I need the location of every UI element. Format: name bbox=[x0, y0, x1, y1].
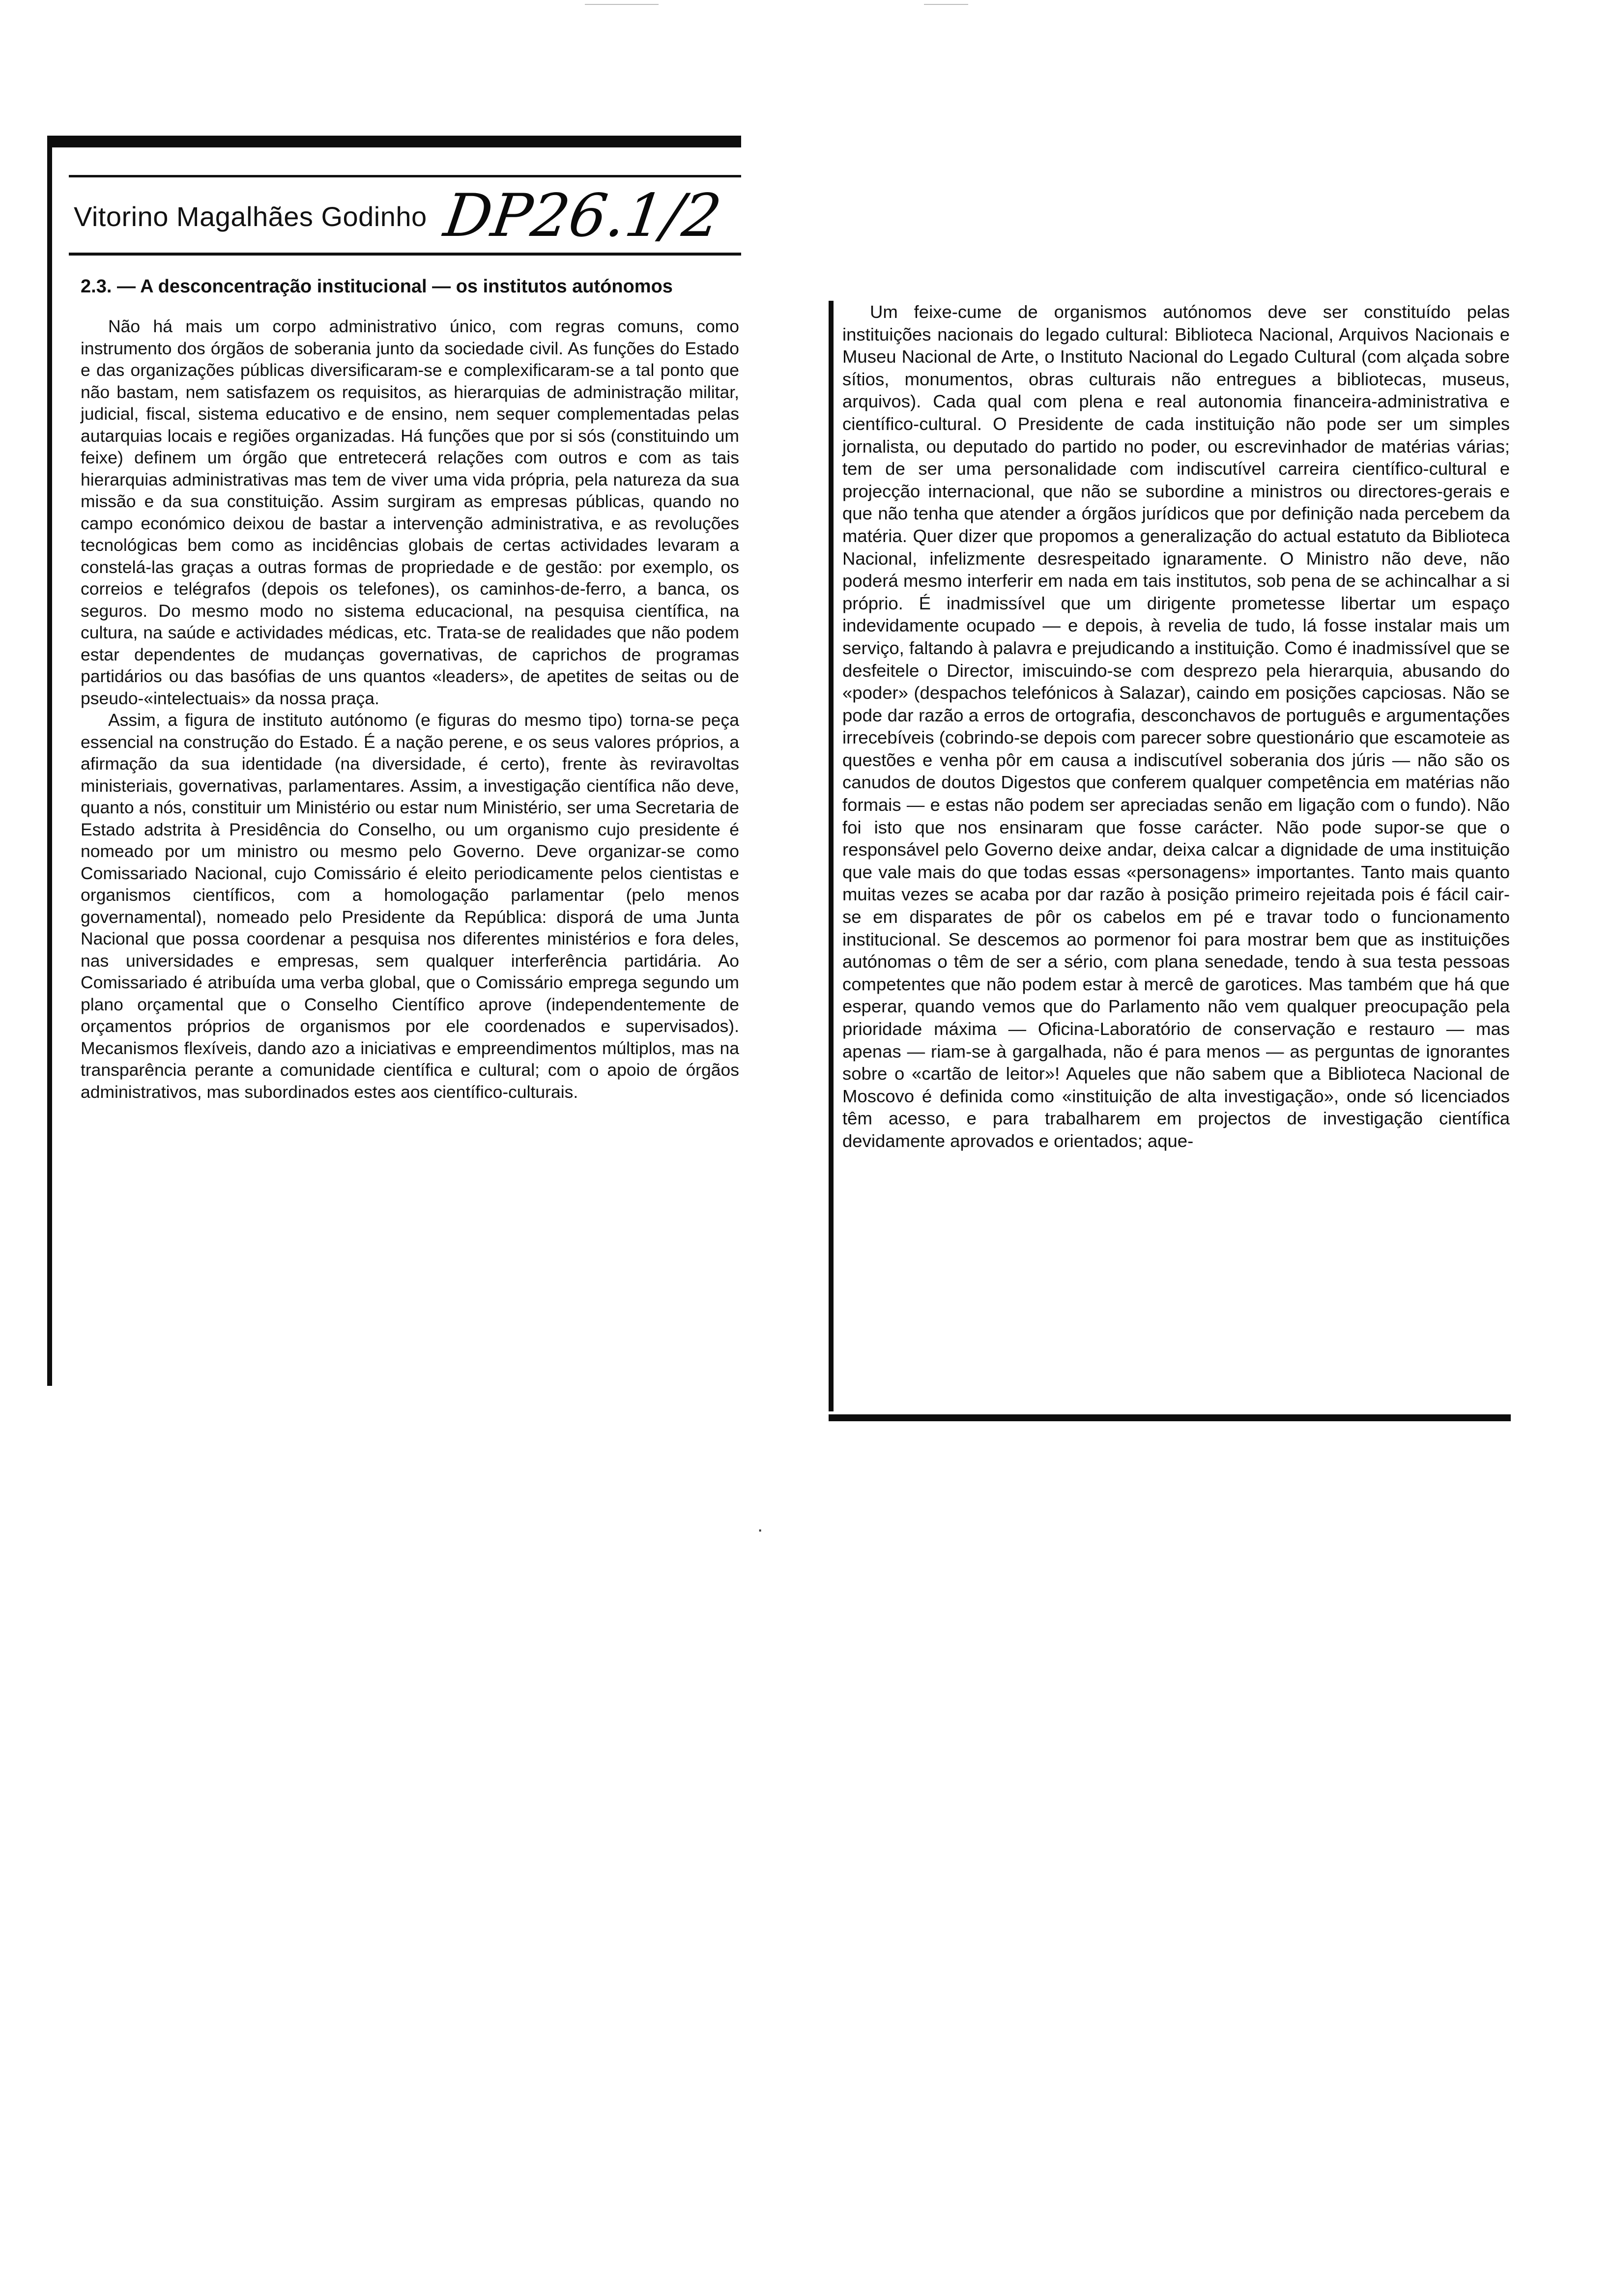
scan-speck: · bbox=[757, 1519, 764, 1540]
author-name: Vitorino Magalhães Godinho bbox=[74, 201, 427, 232]
left-paragraph-2: Assim, a figura de instituto autónomo (e figuras do mesmo tipo) torna-se peça essencial na construção do Estado. É a nação perene, e os seus valores próprios, a afirmação da sua identidade (na diversidade, é certo), frente às reviravoltas ministeriais, governativas, parlamentares. Assim, a investigação científica não deve, quanto a nós, constituir um Ministério ou estar num Ministério, ser uma Secretaria de Estado adstrita à Presidência do Conselho, ou um organismo cujo presidente é nomeado por um ministro ou mesmo pelo Governo. Deve organizar-se como Comissariado Nacional, cujo Comissário é eleito periodicamente pelos cientistas e organismos científicos, com a homologação parlamentar (pelo menos governamental), nomeado pelo Presidente da República: disporá de uma Junta Nacional que possa coordenar a pesquisa nos diferentes ministérios e fora deles, nas universidades e empresas, sem qualquer interferência partidária. Ao Comissariado é atribuída uma verba global, que o Comissário emprega segundo um plano orçamental que o Conselho Científico aprove (independentemente de orçamentos próprios de organismos por ele coordenados e supervisados). Mecanismos flexíveis, dando azo a iniciativas e empreendimentos múltiplos, mas na transparência perante a comunidade científica e cultural; com o apoio de órgãos administrativos, mas subordinados estes aos científico-culturais. bbox=[81, 710, 739, 1102]
scan-artifact bbox=[924, 4, 968, 5]
bottom-rule bbox=[829, 1414, 1511, 1421]
left-margin-bar bbox=[47, 147, 52, 1386]
section-title: 2.3. — A desconcentração institucional — os institutos autónomos bbox=[81, 276, 673, 297]
left-paragraph-1: Não há mais um corpo administrativo único, com regras comuns, como instrumento dos órgãos de soberania junto da sociedade civil. As funções do Estado e das organizações públicas diversificaram-se e complexificaram-se a tal ponto que não bastam, nem satisfazem os requisitos, as hierarquias de administração militar, judicial, fiscal, sistema educativo e de ensino, nem sequer complementadas pelas autarquias locais e regiões organizadas. Há funções que por si sós (constituindo um feixe) definem um órgão que entretecerá relações com outros e com as tais hierarquias administrativas mas tem de viver uma vida própria, pela natureza da sua missão e da sua constituição. Assim surgiram as empresas públicas, quando no campo económico deixou de bastar a intervenção administrativa, e as revoluções tecnológicas bem como as incidências globais de certas actividades levaram a constelá-las graças a outras formas de propriedade e de gestão: por exemplo, os correios e telégrafos (depois os telefones), os caminhos-de-ferro, a banca, os seguros. Do mesmo modo no sistema educacional, na pesquisa científica, na cultura, na saúde e actividades médicas, etc. Trata-se de realidades que não podem estar dependentes de mudanças governativas, de caprichos de programas partidários ou das basófias de uns quantos «leaders», de apetites de seitas ou de pseudo-«intelectuais» da nossa praça. bbox=[81, 316, 739, 708]
scan-artifact bbox=[585, 4, 659, 5]
handwritten-annotation: DP26.1/2 bbox=[439, 182, 725, 250]
header-rule-top bbox=[69, 175, 741, 177]
right-column bbox=[842, 301, 1510, 1152]
left-column bbox=[81, 275, 739, 1103]
article-header bbox=[74, 182, 737, 250]
right-paragraph-1: Um feixe-cume de organismos autónomos deve ser constituído pelas instituições nacionais do legado cultural: Biblioteca Nacional, Arquivos Nacionais e Museu Nacional de Arte, o Instituto Nacional do Legado Cultural (com alçada sobre sítios, monumentos, obras culturais não entregues a bibliotecas, museus, arquivos). Cada qual com plena e real autonomia financeira-administrativa e científico-cultural. O Presidente de cada instituição não pode ser um simples jornalista, ou deputado do partido no poder, ou escrevinhador de matérias várias; tem de ser uma personalidade com indiscutível carreira científico-cultural e projecção internacional, que não se subordine a ministros ou directores-gerais e que não tenha que atender a órgãos jurídicos que por definição nada percebem da matéria. Quer dizer que propomos a generalização do actual estatuto da Biblioteca Nacional, infelizmente desrespeitado ignaramente. O Ministro não deve, não poderá mesmo interferir em nada em tais institutos, sob pena de se achincalhar a si próprio. É inadmissível que um dirigente prometesse libertar um espaço indevidamente ocupado — e depois, à revelia de tudo, lá fosse instalar mais um serviço, faltando à palavra e prejudicando a instituição. Como é inadmissível que se desfeitele o Director, imiscuindo-se com desprezo pela hierarquia, abusando do «poder» (despachos telefónicos à Salazar), caindo em posições capciosas. Não se pode dar razão a erros de ortografia, desconchavos de português e argumentações irrecebíveis (cobrindo-se depois com parecer sobre questionário que escamoteie as questões e venha pôr em causa a indiscutível soberania dos júris — não são os canudos de doutos Digestos que conferem qualquer competência em matérias não formais — e estas não podem ser apreciadas senão em ligação com o fundo). Não foi isto que nos ensinaram que fosse carácter. Não pode supor-se que o responsável pelo Governo deixe andar, deixa calcar a dignidade de uma instituição que vale mais do que todas essas «personagens» importantes. Tanto mais quanto muitas vezes se acaba por dar razão à posição primeiro rejeitada pois é fácil cair-se em disparates de pôr os cabelos em pé e travar todo o funcionamento institucional. Se descemos ao pormenor foi para mostrar bem que as instituições autónomas o têm de ser a sério, com plana senedade, tendo à sua testa pessoas competentes que não podem estar à mercê de garotices. Mas também que há que esperar, quando vemos que do Parlamento não vem qualquer preocupação pela prioridade máxima — Oficina-Laboratório de conservação e restauro — mas apenas — riam-se à gargalhada, não é para menos — as perguntas de ignorantes sobre o «cartão de leitor»! Aqueles que não sabem que a Biblioteca Nacional de Moscovo é definida como «instituição de alta investigação», onde só licenciados têm acesso, e para trabalharem em projectos de investigação científica devidamente aprovados e orientados; aque- bbox=[842, 302, 1510, 1151]
top-rule bbox=[47, 136, 741, 147]
header-rule-bottom bbox=[69, 253, 741, 256]
right-margin-bar bbox=[829, 301, 834, 1411]
